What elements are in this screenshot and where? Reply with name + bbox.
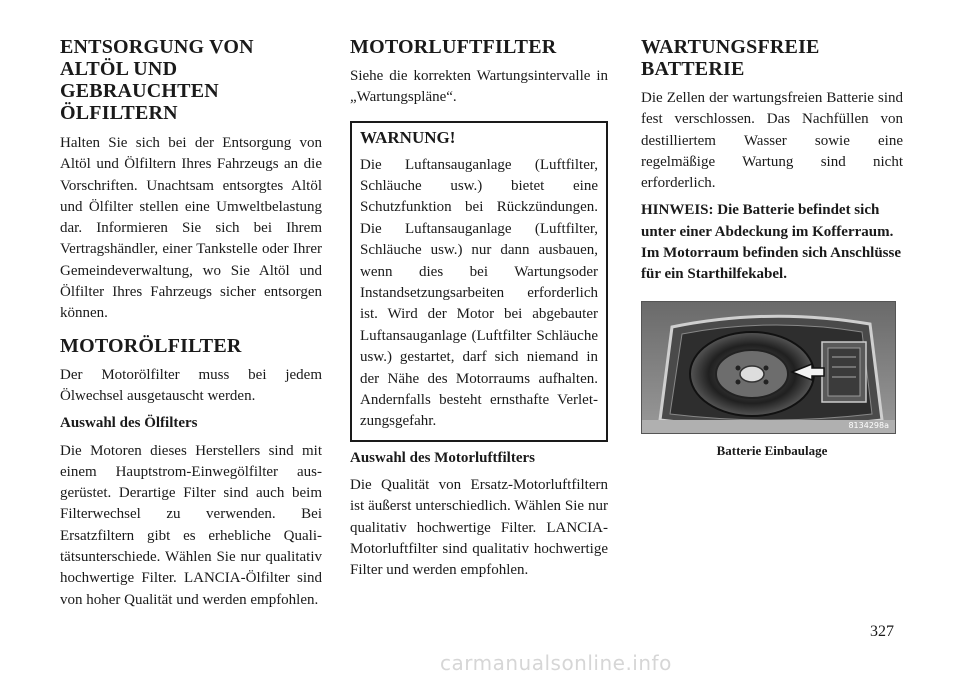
warning-box (350, 121, 608, 442)
heading-battery: WARTUNGSFREIE BATTERIE (641, 36, 820, 80)
paragraph-oil-filter: Der Motorölfilter muss bei jedem Ölwechsel ausgetauscht werden. (60, 366, 322, 404)
figure-caption: Batterie Einbaulage (716, 442, 828, 458)
watermark: carmanualsonline.info (440, 651, 672, 675)
subheading-oil-filter-selection: Auswahl des Ölfilters (60, 415, 198, 432)
paragraph-oil-disposal: Halten Sie sich bei der Entsorgung von Altöl und Ölfiltern Ihres Fahrzeugs an die Vorschriften. Unachtsam entsorgtes Altöl und Ölfilter stellen eine Umweltbelastung dar. Informieren Sie sich bei Ihrem Vertragshändler, einer Tankstelle oder Ihrer Gemeindeverwaltung, wo Sie Altöl und Ölfilter Ihres Fahrzeugs sicher entsorgen können. (60, 135, 322, 322)
column-right (641, 36, 903, 459)
heading-air-filter: MOTORLUFTFILTER (350, 36, 557, 58)
note-battery-location: HINWEIS: Die Batterie befindet sich unter einer Abdeckung im Kofferraum. Im Motorraum befinden sich Anschlüsse für ein Starthilfekabel. (641, 202, 902, 283)
figure-code: 8134298a (848, 420, 889, 430)
heading-oil-disposal: ENTSORGUNG VON ALTÖL UND GEBRAUCHTEN ÖLFILTERN (60, 36, 254, 124)
warning-text: Die Luftansauganlage (Luftfilter, Schläuche usw.) bietet eine Schutzfunktion bei Rückzündungen. Die Luftansauganlage (Luftfilter, Schläuche usw.) nur dann ausbauen, wenn dies bei Wartungsoder Instandsetzungsarbeiten erforderlich ist. Wird der Motor bei abgebauter Luftansauganlage (Luftfilter Schläuche usw.) gestartet, darf sich niemand in der Nähe des Motorraums aufhalten. Andernfalls besteht ernsthafte Verletzungsgefahr. (360, 156, 598, 430)
paragraph-battery: Die Zellen der wartungsfreien Batterie sind fest verschlossen. Das Nachfüllen von destilliertem Wasser sowie eine regelmäßige Wartung sind nicht erforderlich. (641, 90, 903, 192)
battery-location-photo (641, 301, 896, 434)
warning-title: WARNUNG! (360, 127, 456, 147)
page-number: 327 (870, 623, 894, 640)
column-left (60, 36, 322, 611)
paragraph-air-filter-selection: Die Qualität von Ersatz-Motorluftfiltern ist äußerst unterschiedlich. Wählen Sie nur qualitativ hochwertige Filter. LANCIA-Motorluftfilter sind qualitativ hochwertige Filter und werden empfohlen. (350, 477, 608, 579)
trunk-illustration (642, 302, 896, 434)
subheading-air-filter-selection: Auswahl des Motorluftfilters (350, 449, 535, 466)
column-middle (350, 36, 608, 582)
heading-oil-filter: MOTORÖLFILTER (60, 334, 242, 357)
paragraph-oil-filter-selection: Die Motoren dieses Herstellers sind mit einem Hauptstrom-Einwegölfilter ausgerüstet. Derartige Filter sind auch beim Filterwechsel zu verwenden. Bei Ersatzfiltern gibt es erhebliche Qualitätsunterschiede. Wählen Sie nur qualitativ hochwertige Filter. LANCIA-Ölfilter sind von hoher Qualität und werden empfohlen. (60, 442, 322, 608)
paragraph-air-filter-intervals: Siehe die korrekten Wartungsintervalle in „Wartungspläne“. (350, 68, 608, 106)
